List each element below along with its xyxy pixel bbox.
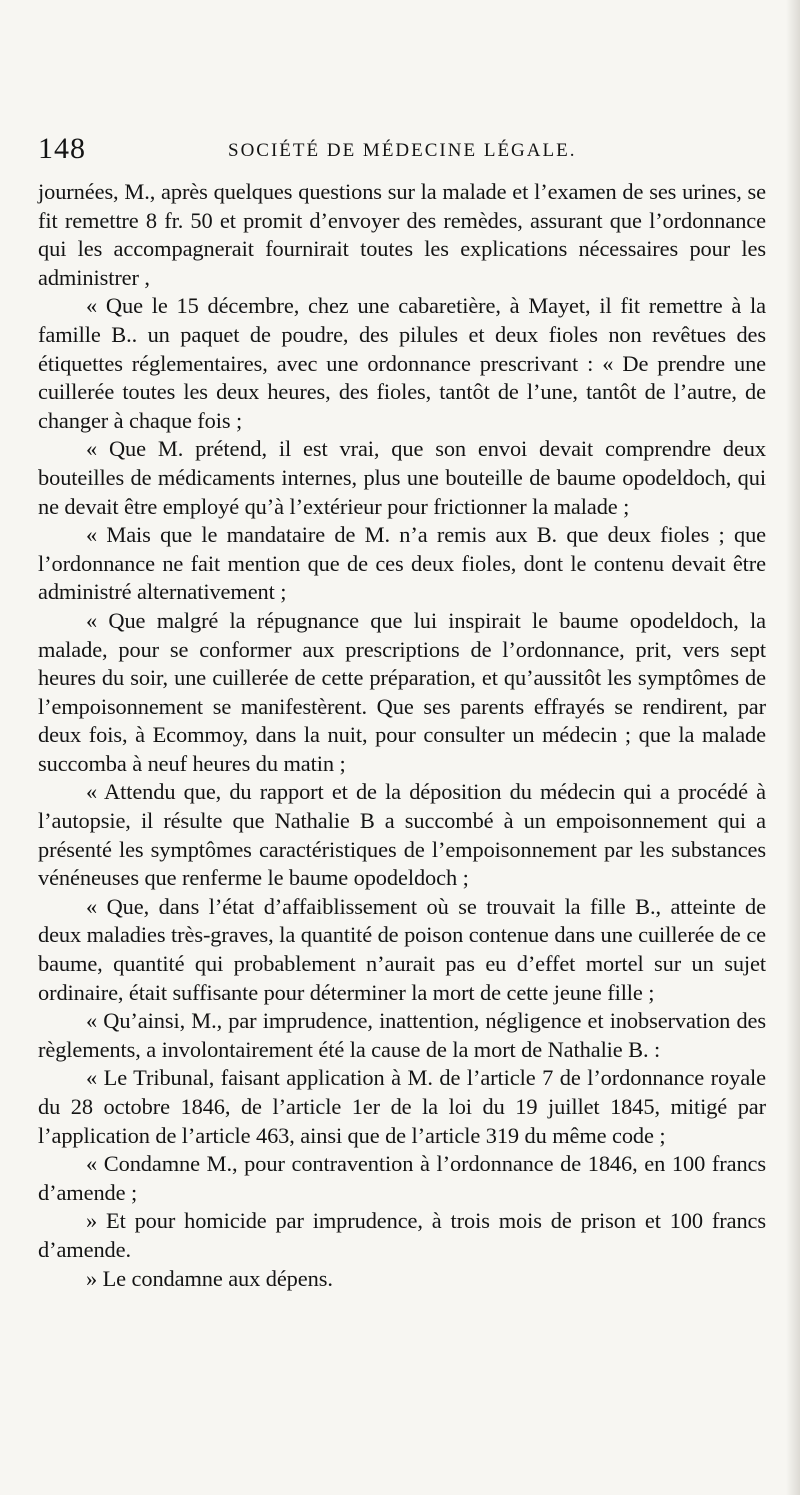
- paragraph: journées, M., après quelques questions sur la malade et l’examen de ses urines, se fit remettre 8 fr. 50 et promit d’envoyer des remèdes, assurant que l’ordonnance qui les accompagnerait fournirait toutes les explications nécessaires pour les administrer ,: [38, 179, 766, 290]
- paragraph: « Que le 15 décembre, chez une cabaretière, à Mayet, il fit remettre à la famille B.. un paquet de poudre, des pilules et deux fioles non revêtues des étiquettes réglementaires, avec une ordonnance prescrivant : « De prendre une cuillerée toutes les deux heures, des fioles, tantôt de l’une, tantôt de l’autre, de changer à chaque fois ;: [38, 293, 766, 433]
- page-header: [38, 132, 760, 172]
- paragraph: « Mais que le mandataire de M. n’a remis aux B. que deux fioles ; que l’ordonnance ne fait mention que de ces deux fioles, dont le contenu devait être administré alternativement ;: [38, 522, 766, 605]
- running-title: SOCIÉTÉ DE MÉDECINE LÉGALE.: [228, 140, 577, 161]
- paragraph: » Le condamne aux dépens.: [86, 1265, 333, 1291]
- paragraph: « Que malgré la répugnance que lui inspirait le baume opodeldoch, la malade, pour se conformer aux prescriptions de l’ordonnance, prit, vers sept heures du soir, une cuillerée de cette préparation, et qu’aussitôt les symptômes de l’empoisonnement se manifestèrent. Que ses parents effrayés se rendirent, par deux fois, à Ecommoy, dans la nuit, pour consulter un médecin ; que la malade succomba à neuf heures du matin ;: [38, 607, 766, 776]
- paragraph: « Le Tribunal, faisant application à M. de l’article 7 de l’ordonnance royale du 28 octobre 1846, de l’article 1er de la loi du 19 juillet 1845, mitigé par l’application de l’article 463, ainsi que de l’article 319 du même code ;: [38, 1065, 766, 1148]
- page-edge-shadow: [786, 0, 800, 1495]
- page-number: 148: [38, 132, 86, 165]
- body-text: [38, 178, 766, 1293]
- paragraph: « Qu’ainsi, M., par imprudence, inattention, négligence et inobservation des règlements, a involontairement été la cause de la mort de Nathalie B. :: [38, 1008, 766, 1062]
- paragraph: « Que M. prétend, il est vrai, que son envoi devait comprendre deux bouteilles de médicaments internes, plus une bouteille de baume opodeldoch, qui ne devait être employé qu’à l’extérieur pour frictionner la malade ;: [38, 436, 766, 519]
- paragraph: » Et pour homicide par imprudence, à trois mois de prison et 100 francs d’amende.: [38, 1208, 766, 1262]
- paragraph: « Attendu que, du rapport et de la déposition du médecin qui a procédé à l’autopsie, il résulte que Nathalie B a succombé à un empoisonnement qui a présenté les symptômes caractéristiques de l’empoisonnement par les substances vénéneuses que renferme le baume opodeldoch ;: [38, 779, 766, 891]
- paragraph: « Que, dans l’état d’affaiblissement où se trouvait la fille B., atteinte de deux maladies très-graves, la quantité de poison contenue dans une cuillerée de ce baume, quantité qui probablement n’aurait pas eu d’effet mortel sur un sujet ordinaire, était suffisante pour déterminer la mort de cette jeune fille ;: [38, 893, 766, 1005]
- paragraph: « Condamne M., pour contravention à l’ordonnance de 1846, en 100 francs d’amende ;: [38, 1151, 766, 1205]
